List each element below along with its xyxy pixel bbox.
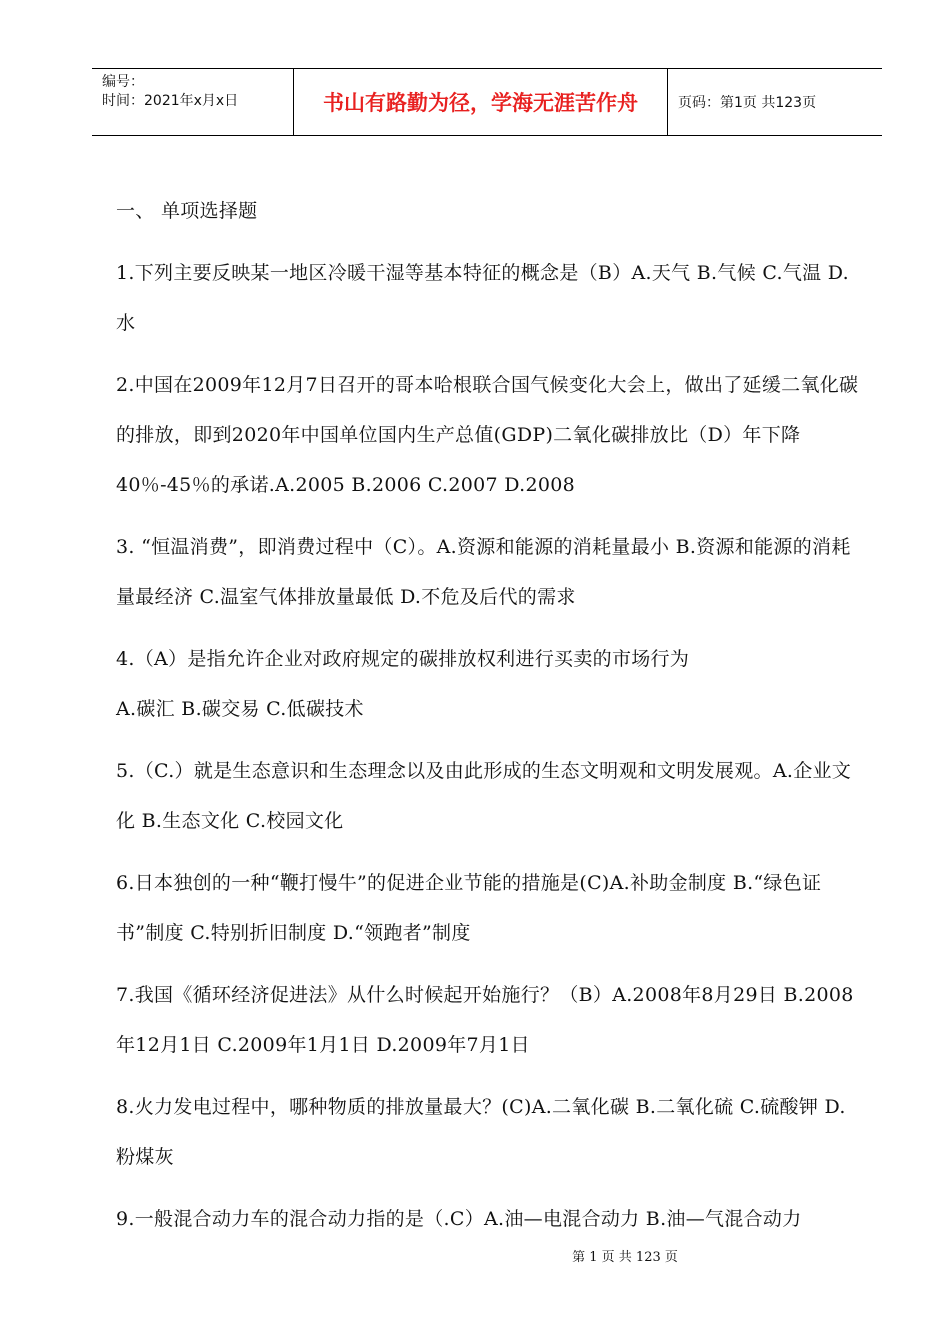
serial-label: 编号： — [102, 74, 144, 90]
section-title: 一、 单项选择题 — [116, 200, 258, 222]
question-4: 4.（A）是指允许企业对政府规定的碳排放权利进行买卖的市场行为 — [116, 648, 690, 670]
question-5: 5.（C.）就是生态意识和生态理念以及由此形成的生态文明观和文明发展观。A.企业文化 B.生态文化 C.校园文化 — [116, 760, 852, 832]
question-8: 8.火力发电过程中，哪种物质的排放量最大？(C)A.二氧化碳 B.二氧化硫 C.硫酸钾 D.粉煤灰 — [116, 1096, 846, 1168]
page-header — [92, 68, 882, 136]
time-label: 时间：2021年x月x日 — [102, 93, 239, 109]
page-footer: 第 1 页 共 123 页 — [572, 1250, 678, 1265]
header-page-info: 页码：第1页 共123页 — [678, 95, 817, 111]
question-7: 7.我国《循环经济促进法》从什么时候起开始施行？（B）A.2008年8月29日 B.2008年12月1日 C.2009年1月1日 D.2009年7月1日 — [116, 984, 854, 1056]
question-9: 9.一般混合动力车的混合动力指的是（.C）A.油—电混合动力 B.油—气混合动力 — [116, 1208, 802, 1230]
header-motto: 书山有路勤为径，学海无涯苦作舟 — [294, 69, 668, 135]
question-6: 6.日本独创的一种“鞭打慢牛”的促进企业节能的措施是(C)A.补助金制度 B.“绿色证书”制度 C.特别折旧制度 D.“领跑者”制度 — [116, 872, 822, 944]
document-body — [116, 186, 861, 1256]
question-1: 1.下列主要反映某一地区冷暖干湿等基本特征的概念是（B）A.天气 B.气候 C.气温 D.水 — [116, 262, 849, 334]
question-2: 2.中国在2009年12月7日召开的哥本哈根联合国气候变化大会上，做出了延缓二氧化碳的排放，即到2020年中国单位国内生产总值(GDP)二氧化碳排放比（D）年下降40％-45％的承诺.A.2005 B.2006 C.2007 D.2008 — [116, 374, 859, 496]
question-3: 3. “恒温消费”，即消费过程中（C）。A.资源和能源的消耗量最小 B.资源和能源的消耗量最经济 C.温室气体排放量最低 D.不危及后代的需求 — [116, 536, 851, 608]
question-4-options: A.碳汇 B.碳交易 C.低碳技术 — [116, 698, 364, 720]
header-meta — [92, 69, 294, 135]
